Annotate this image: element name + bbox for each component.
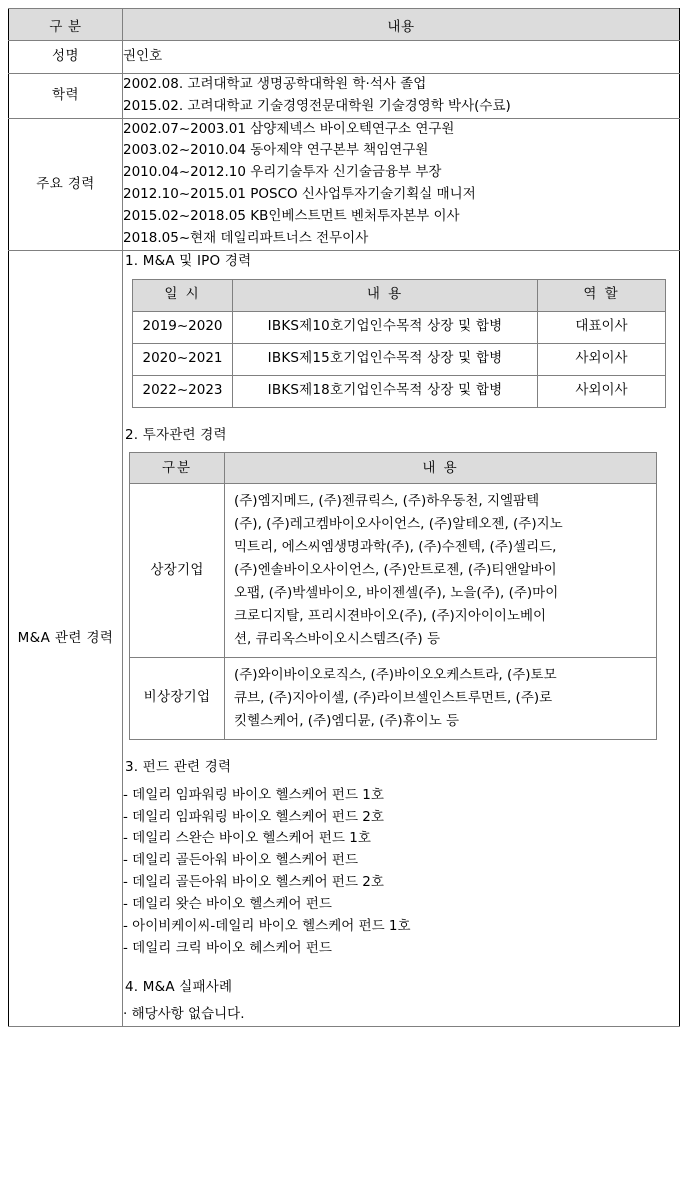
row-label-mna: M&A 관련 경력 [9, 250, 123, 1027]
career-line: 2012.10~2015.01 POSCO 신사업투자기술기획실 매니저 [123, 186, 476, 203]
listed-line: (주), (주)레고켐바이오사이언스, (주)알테오젠, (주)지노 [234, 516, 563, 533]
investment-table [129, 452, 657, 739]
unlisted-line: (주)와이바이오로직스, (주)바이오오케스트라, (주)토모 [234, 667, 557, 684]
listed-line: 션, 큐리옥스바이오시스템즈(주) 등 [234, 631, 440, 648]
list-item: - 데일리 임파워링 바이오 헬스케어 펀드 2호 [123, 808, 384, 825]
investment-header-label: 구분 [130, 453, 225, 484]
investment-label-unlisted: 비상장기업 [130, 658, 225, 740]
investment-label-listed: 상장기업 [130, 484, 225, 658]
listed-line: (주)엠지메드, (주)젠큐릭스, (주)하우동천, 지엘팜텍 [234, 493, 540, 510]
table-row-listed-companies [130, 484, 657, 658]
ipo-cell-date: 2022~2023 [133, 375, 233, 407]
table-row [133, 311, 666, 343]
career-line: 2015.02~2018.05 KB인베스트먼트 벤처투자본부 이사 [123, 208, 460, 225]
listed-line: 오팹, (주)박셀바이오, 바이젠셀(주), 노을(주), (주)마이 [234, 585, 559, 602]
ipo-header-role: 역 할 [538, 279, 666, 311]
ipo-cell-date: 2019~2020 [133, 311, 233, 343]
list-item: · 해당사항 없습니다. [123, 1006, 245, 1023]
ipo-cell-date: 2020~2021 [133, 343, 233, 375]
header-col-content: 내용 [123, 9, 680, 41]
section-title-funds: 3. 펀드 관련 경력 [125, 758, 232, 775]
ipo-header-row [133, 279, 666, 311]
table-row [133, 343, 666, 375]
mna-ipo-table [132, 279, 666, 408]
ipo-cell-desc: IBKS제15호기업인수목적 상장 및 합병 [233, 343, 538, 375]
investment-value-listed [225, 484, 657, 658]
investment-value-unlisted [225, 658, 657, 740]
listed-line: 크로디지탈, 프리시젼바이오(주), (주)지아이이노베이 [234, 608, 547, 625]
table-row-name [9, 41, 680, 74]
header-col-label: 구 분 [9, 9, 123, 41]
list-item: - 데일리 왓슨 바이오 헬스케어 펀드 [123, 895, 332, 912]
education-line: 2015.02. 고려대학교 기술경영전문대학원 기술경영학 박사(수료) [123, 97, 511, 114]
row-value-name: 권인호 [123, 41, 680, 74]
ipo-cell-desc: IBKS제10호기업인수목적 상장 및 합병 [233, 311, 538, 343]
row-label-name: 성명 [9, 41, 123, 74]
investment-header-content: 내 용 [225, 453, 657, 484]
row-label-education: 학력 [9, 73, 123, 118]
profile-table [8, 8, 680, 1027]
list-item: - 데일리 스완슨 바이오 헬스케어 펀드 1호 [123, 830, 371, 847]
table-row-mna [9, 250, 680, 1027]
ipo-cell-role: 사외이사 [538, 375, 666, 407]
unlisted-line: 킷헬스케어, (주)엠디뮨, (주)휴이노 등 [234, 712, 460, 729]
investment-header-row [130, 453, 657, 484]
list-item: - 데일리 골든아워 바이오 헬스케어 펀드 2호 [123, 874, 384, 891]
unlisted-line: 큐브, (주)지아이셀, (주)라이브셀인스트루먼트, (주)로 [234, 689, 553, 706]
section-title-investment: 2. 투자관련 경력 [125, 426, 227, 443]
mna-failure-list [123, 1004, 679, 1026]
career-line: 2002.07~2003.01 삼양제넥스 바이오텍연구소 연구원 [123, 120, 455, 137]
list-item: - 데일리 골든아워 바이오 헬스케어 펀드 [123, 852, 358, 869]
listed-line: 믹트리, 에스씨엠생명과학(주), (주)수젠텍, (주)셀리드, [234, 539, 557, 556]
row-label-career: 주요 경력 [9, 118, 123, 250]
table-row-unlisted-companies [130, 658, 657, 740]
section-title-mna-failures: 4. M&A 실패사례 [125, 978, 233, 995]
listed-line: (주)엔솔바이오사이언스, (주)안트로젠, (주)티앤알바이 [234, 562, 557, 579]
ipo-header-desc: 내 용 [233, 279, 538, 311]
career-line: 2010.04~2012.10 우리기술투자 신기술금융부 부장 [123, 164, 442, 181]
row-value-mna [123, 250, 680, 1027]
fund-list [123, 785, 679, 960]
table-row-education [9, 73, 680, 118]
career-line: 2018.05~현재 데일리파트너스 전무이사 [123, 229, 369, 246]
table-header-row [9, 9, 680, 41]
row-value-education [123, 73, 680, 118]
list-item: - 아이비케이씨-데일리 바이오 헬스케어 펀드 1호 [123, 917, 411, 934]
table-row-career [9, 118, 680, 250]
section-spacer [123, 408, 679, 425]
career-line: 2003.02~2010.04 동아제약 연구본부 책임연구원 [123, 142, 429, 159]
list-item: - 데일리 임파워링 바이오 헬스케어 펀드 1호 [123, 786, 384, 803]
table-row [133, 375, 666, 407]
row-value-career [123, 118, 680, 250]
ipo-cell-role: 사외이사 [538, 343, 666, 375]
ipo-cell-desc: IBKS제18호기업인수목적 상장 및 합병 [233, 375, 538, 407]
section-spacer [123, 960, 679, 977]
education-line: 2002.08. 고려대학교 생명공학대학원 학·석사 졸업 [123, 75, 427, 92]
ipo-header-date: 일 시 [133, 279, 233, 311]
list-item: - 데일리 크릭 바이오 헤스케어 펀드 [123, 939, 332, 956]
ipo-cell-role: 대표이사 [538, 311, 666, 343]
section-title-mna-ipo: 1. M&A 및 IPO 경력 [125, 252, 252, 269]
section-spacer [123, 740, 679, 757]
